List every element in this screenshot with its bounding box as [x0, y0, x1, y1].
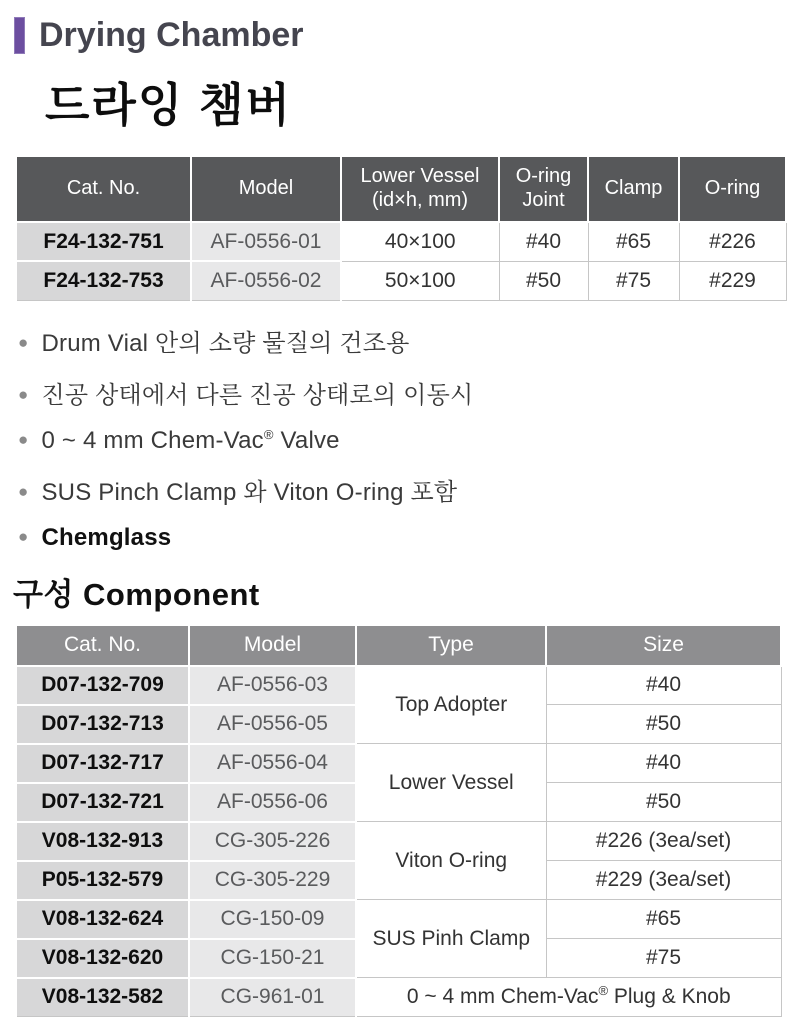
size-cell: #65	[546, 900, 781, 939]
cat-no-cell: V08-132-624	[16, 900, 189, 939]
vessel-cell: 40×100	[341, 222, 499, 261]
description-cell: 0 ~ 4 mm Chem-Vac® Plug & Knob	[356, 978, 781, 1017]
spec-col-clamp: Clamp	[588, 156, 679, 222]
list-item	[18, 472, 786, 507]
list-item	[18, 323, 786, 358]
size-cell: #229 (3ea/set)	[546, 861, 781, 900]
model-cell: AF-0556-06	[189, 783, 356, 822]
component-col-size: Size	[546, 625, 781, 666]
spec-col-model: Model	[191, 156, 341, 222]
size-cell: #50	[546, 783, 781, 822]
model-cell: CG-961-01	[189, 978, 356, 1017]
table-row	[16, 744, 781, 783]
model-cell: CG-150-21	[189, 939, 356, 978]
model-cell: AF-0556-03	[189, 666, 356, 705]
type-cell: SUS Pinh Clamp	[356, 900, 546, 978]
size-cell: #40	[546, 666, 781, 705]
list-item	[18, 427, 786, 455]
bullet-icon: ●	[18, 430, 28, 450]
bullet-icon: ●	[18, 385, 28, 405]
model-cell: AF-0556-04	[189, 744, 356, 783]
spec-table-header-row	[16, 156, 786, 222]
page-header	[14, 16, 786, 55]
cat-no-cell: V08-132-620	[16, 939, 189, 978]
table-row	[16, 261, 786, 300]
cat-no-cell: P05-132-579	[16, 861, 189, 900]
model-cell: AF-0556-05	[189, 705, 356, 744]
bullet-icon: ●	[18, 527, 28, 547]
feature-text: 진공 상태에서 다른 진공 상태로의 이동시	[41, 375, 473, 410]
feature-list	[18, 323, 786, 552]
component-section-title: 구성 Component	[13, 569, 786, 614]
spec-col-oring-joint: O-ring Joint	[499, 156, 588, 222]
spec-col-lower-vessel: Lower Vessel (id×h, mm)	[341, 156, 499, 222]
table-row	[16, 978, 781, 1017]
spec-col-oring: O-ring	[679, 156, 786, 222]
accent-bar-icon	[14, 17, 25, 54]
component-table-header-row	[16, 625, 781, 666]
cat-no-cell: D07-132-717	[16, 744, 189, 783]
component-table	[15, 624, 782, 1017]
spec-col-cat-no: Cat. No.	[16, 156, 191, 222]
size-cell: #40	[546, 744, 781, 783]
clamp-cell: #65	[588, 222, 679, 261]
table-row	[16, 222, 786, 261]
table-row	[16, 900, 781, 939]
model-cell: CG-305-229	[189, 861, 356, 900]
joint-cell: #40	[499, 222, 588, 261]
feature-text: Drum Vial 안의 소량 물질의 건조용	[41, 323, 409, 358]
cat-no-cell: F24-132-751	[16, 222, 191, 261]
cat-no-cell: V08-132-913	[16, 822, 189, 861]
component-col-model: Model	[189, 625, 356, 666]
joint-cell: #50	[499, 261, 588, 300]
brand-text: Chemglass	[41, 524, 171, 552]
page-title-korean: 드라잉 챔버	[45, 69, 786, 135]
spec-table	[15, 155, 787, 301]
bullet-icon: ●	[18, 333, 28, 353]
feature-text: 0 ~ 4 mm Chem-Vac® Valve	[41, 427, 339, 455]
model-cell: AF-0556-01	[191, 222, 341, 261]
cat-no-cell: D07-132-713	[16, 705, 189, 744]
cat-no-cell: D07-132-721	[16, 783, 189, 822]
clamp-cell: #75	[588, 261, 679, 300]
size-cell: #50	[546, 705, 781, 744]
oring-cell: #229	[679, 261, 786, 300]
cat-no-cell: F24-132-753	[16, 261, 191, 300]
table-row	[16, 822, 781, 861]
bullet-icon: ●	[18, 482, 28, 502]
table-row	[16, 666, 781, 705]
page-title-english: Drying Chamber	[39, 16, 304, 55]
component-col-cat-no: Cat. No.	[16, 625, 189, 666]
model-cell: CG-305-226	[189, 822, 356, 861]
registered-trademark-icon: ®	[598, 983, 608, 998]
type-cell: Viton O-ring	[356, 822, 546, 900]
model-cell: AF-0556-02	[191, 261, 341, 300]
list-item	[18, 524, 786, 552]
feature-text: SUS Pinch Clamp 와 Viton O-ring 포함	[41, 472, 457, 507]
type-cell: Top Adopter	[356, 666, 546, 744]
oring-cell: #226	[679, 222, 786, 261]
cat-no-cell: V08-132-582	[16, 978, 189, 1017]
size-cell: #75	[546, 939, 781, 978]
size-cell: #226 (3ea/set)	[546, 822, 781, 861]
type-cell: Lower Vessel	[356, 744, 546, 822]
vessel-cell: 50×100	[341, 261, 499, 300]
cat-no-cell: D07-132-709	[16, 666, 189, 705]
list-item	[18, 375, 786, 410]
model-cell: CG-150-09	[189, 900, 356, 939]
component-col-type: Type	[356, 625, 546, 666]
registered-trademark-icon: ®	[264, 427, 274, 442]
